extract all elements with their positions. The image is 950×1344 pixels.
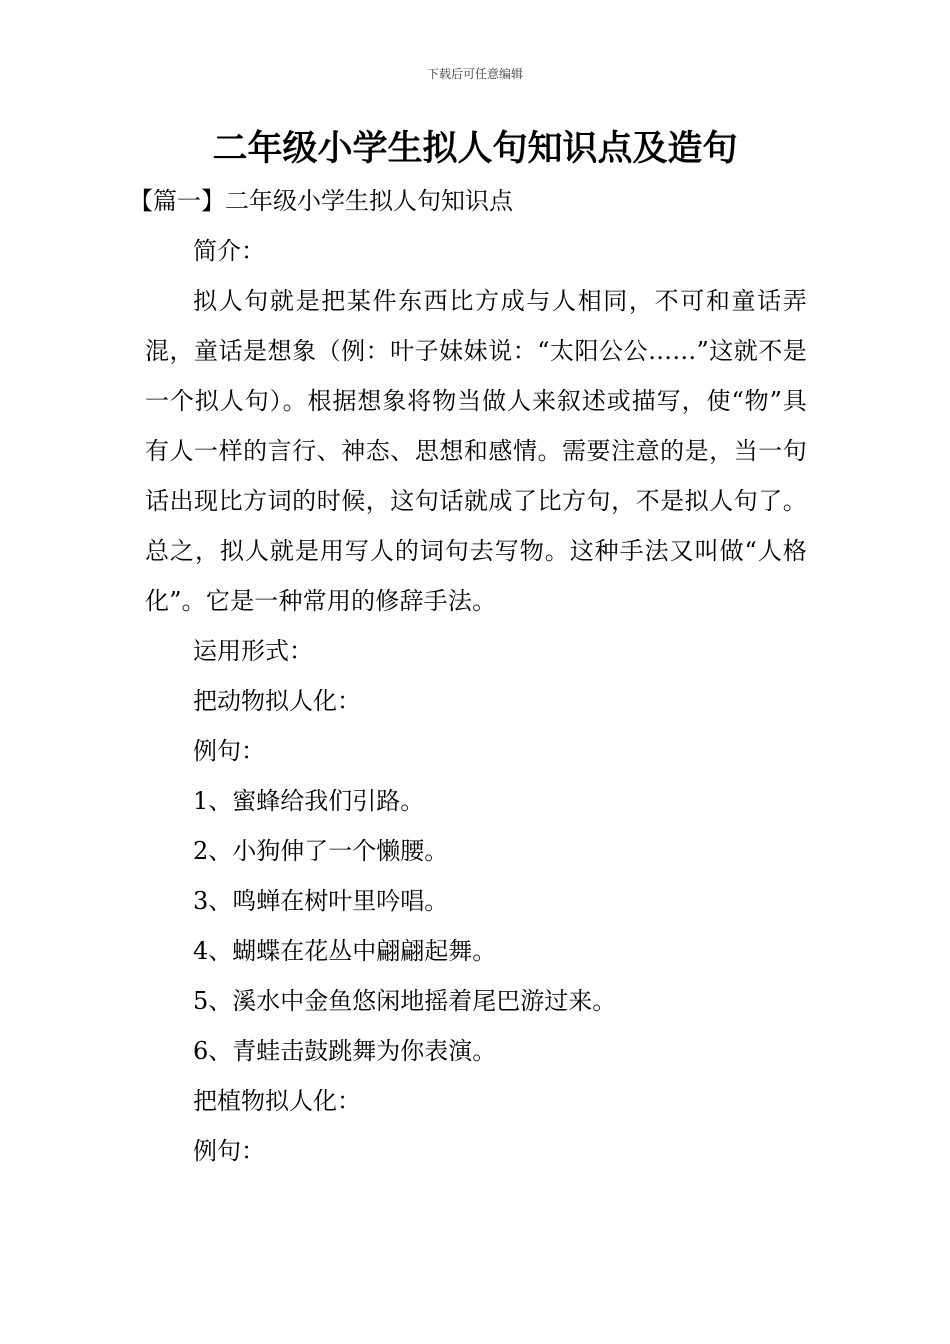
usage-label: 运用形式： (193, 637, 313, 665)
section-heading: 【篇一】二年级小学生拟人句知识点 (129, 187, 513, 215)
header-note: 下载后可任意编辑 (426, 67, 523, 81)
example-item: 1、蜜蜂给我们引路。 (193, 787, 425, 815)
example-item: 2、小狗伸了一个懒腰。 (193, 837, 449, 865)
intro-paragraph: 拟人句就是把某件东西比方成与人相同，不可和童话弄混，童话是想象（例：叶子妹妹说：“太阳公公……”这就不是一个拟人句）。根据想象将物当做人来叙述或描写，使“物”具有人一样的言行、神态、思想和感情。需要注意的是，当一句话出现比方词的时候，这句话就成了比方句，不是拟人句了。总之，拟人就是用写人的词句去写物。这种手法又叫做“人格化”。它是一种常用的修辞手法。 (145, 287, 807, 615)
example-label: 例句： (193, 1137, 265, 1165)
example-label: 例句： (193, 737, 265, 765)
example-item: 5、溪水中金鱼悠闲地摇着尾巴游过来。 (193, 987, 617, 1015)
document-title: 二年级小学生拟人句知识点及造句 (212, 129, 738, 169)
animal-personification-label: 把动物拟人化： (193, 687, 361, 715)
example-item: 3、鸣蝉在树叶里吟唱。 (193, 887, 449, 915)
example-item: 4、蝴蝶在花丛中翩翩起舞。 (193, 937, 497, 965)
plant-personification-label: 把植物拟人化： (193, 1087, 361, 1115)
example-item: 6、青蛙击鼓跳舞为你表演。 (193, 1037, 497, 1065)
intro-label: 简介： (193, 237, 265, 265)
document-body (129, 176, 807, 1176)
